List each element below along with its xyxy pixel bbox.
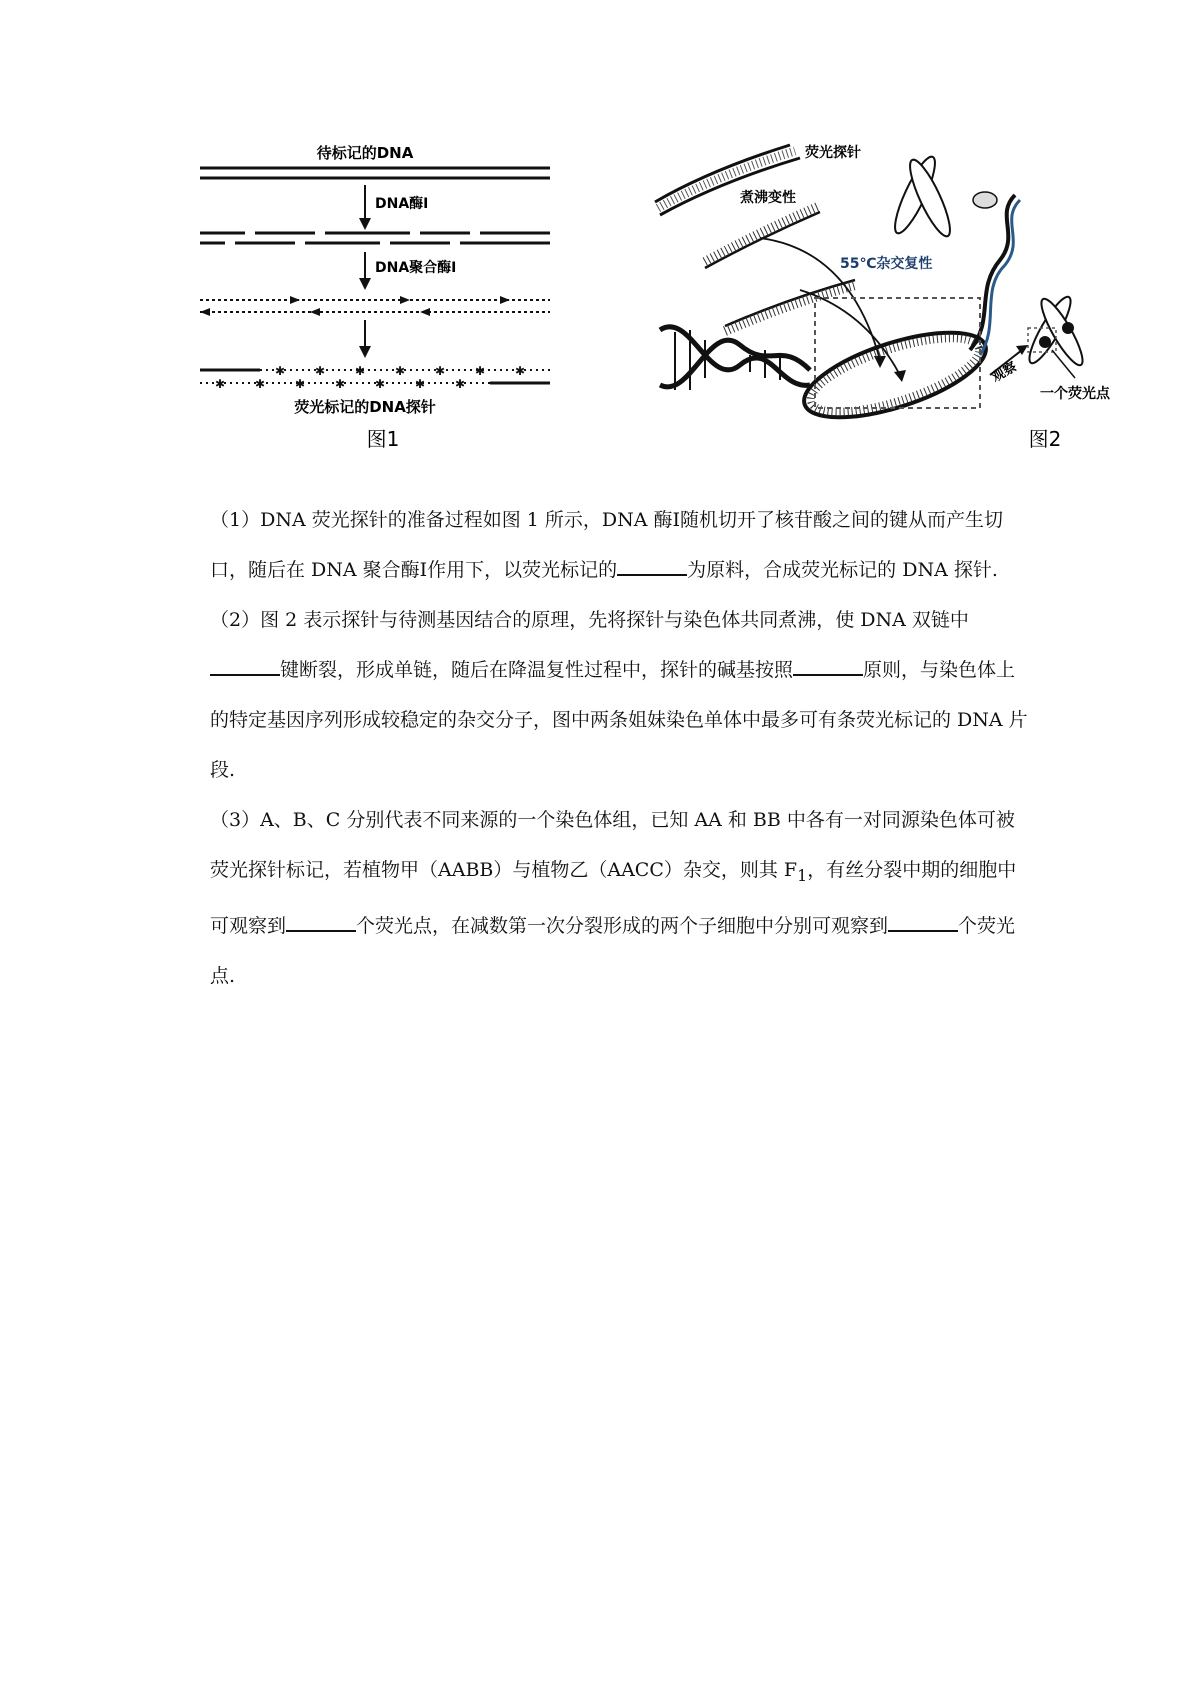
q1-text-a: （1）DNA 荧光探针的准备过程如图 1 所示，DNA 酶Ⅰ随机切开了核苷酸之间的键从而产生切口，随后在 DNA 聚合酶Ⅰ作用下，以荧光标记的 <box>210 509 1004 581</box>
figure-1 <box>200 140 600 490</box>
question-3 <box>210 795 1030 1001</box>
synthesis-strands <box>200 300 550 312</box>
hybrid-loop <box>795 315 995 435</box>
fig1-step1-label: DNA酶Ⅰ <box>375 196 429 212</box>
single-strands <box>705 206 855 331</box>
q3-subscript: 1 <box>797 865 808 885</box>
fig2-observe-label: 观察 <box>989 359 1020 386</box>
fig2-probe-label: 荧光探针 <box>805 145 861 161</box>
answer-blank[interactable] <box>286 908 356 932</box>
question-2 <box>210 595 1030 795</box>
question-list <box>210 495 1030 1001</box>
svg-text:✱: ✱ <box>215 377 226 391</box>
nicked-dna <box>200 233 550 243</box>
svg-text:✱: ✱ <box>375 377 386 391</box>
fig1-step2-label: DNA聚合酶Ⅰ <box>375 260 457 276</box>
svg-text:✱: ✱ <box>295 377 306 391</box>
q3-text-a: （3）A、B、C 分别代表不同来源的一个染色体组，已知 AA 和 BB 中各有一对同源染色体可被荧光探针标记，若植物甲（AABB）与植物乙（AACC）杂交，则其 F <box>210 809 1015 881</box>
q3-text-b: ，有丝分裂中期的细胞中可观察到 <box>210 859 1017 937</box>
fig2-hybrid-label: 55℃杂交复性 <box>840 256 933 272</box>
svg-text:✱: ✱ <box>255 377 266 391</box>
fig1-caption: 图1 <box>366 427 400 451</box>
svg-text:✱: ✱ <box>455 377 466 391</box>
q1-text-b: 为原料，合成荧光标记的 DNA 探针. <box>687 559 998 581</box>
answer-blank[interactable] <box>617 552 687 576</box>
fig1-bottom-label: 荧光标记的DNA探针 <box>294 398 436 416</box>
fig2-caption: 图2 <box>1028 427 1062 451</box>
detail-box <box>815 298 980 408</box>
svg-text:✱: ✱ <box>475 364 486 378</box>
figure-2 <box>650 140 1180 490</box>
dna-helix <box>660 327 810 390</box>
svg-text:✱: ✱ <box>435 364 446 378</box>
q2-text-b: 键断裂，形成单链，随后在降温复性过程中，探针的碱基按照 <box>280 659 794 681</box>
fig2-boil-label: 煮沸变性 <box>740 190 796 206</box>
answer-blank[interactable] <box>888 908 958 932</box>
down-arrow-icon <box>359 278 371 290</box>
svg-text:✱: ✱ <box>515 364 526 378</box>
svg-text:✱: ✱ <box>415 377 426 391</box>
answer-blank[interactable] <box>210 652 280 676</box>
figure-1-diagram <box>200 140 600 490</box>
svg-text:✱: ✱ <box>335 377 346 391</box>
synthesis-arrows <box>200 296 510 316</box>
fluorescent-spot-icon <box>1062 322 1074 334</box>
answer-blank[interactable] <box>793 652 863 676</box>
svg-text:✱: ✱ <box>395 364 406 378</box>
fluorescent-marks <box>215 364 525 391</box>
q3-text-d: 个荧光点. <box>210 914 1016 987</box>
q2-text-a: （2）图 2 表示探针与待测基因结合的原理，先将探针与染色体共同煮沸，使 DNA 双链中 <box>210 609 969 631</box>
q3-text-c: 个荧光点，在减数第一次分裂形成的两个子细胞中分别可观察到 <box>356 914 889 937</box>
chromosome-upper <box>888 153 997 241</box>
svg-text:✱: ✱ <box>275 364 286 378</box>
down-arrow-icon <box>359 218 371 230</box>
fluorescent-spot-icon <box>1039 336 1051 348</box>
fig2-spot-label: 一个荧光点 <box>1040 386 1110 402</box>
fig1-top-label: 待标记的DNA <box>316 144 414 162</box>
q2-text-d: 条荧光标记的 DNA 片段. <box>210 709 1028 781</box>
figure-area <box>200 140 1180 490</box>
chromosome-right <box>1023 293 1089 370</box>
q2-text-c: 原则，与染色体上的特定基因序列形成较稳定的杂交分子，图中两条姐妹染色单体中最多可有 <box>210 659 1016 731</box>
svg-text:✱: ✱ <box>315 364 326 378</box>
question-1 <box>210 495 1030 595</box>
figure-2-diagram <box>650 140 1180 490</box>
svg-text:✱: ✱ <box>355 364 366 378</box>
down-arrow-icon <box>359 346 371 358</box>
